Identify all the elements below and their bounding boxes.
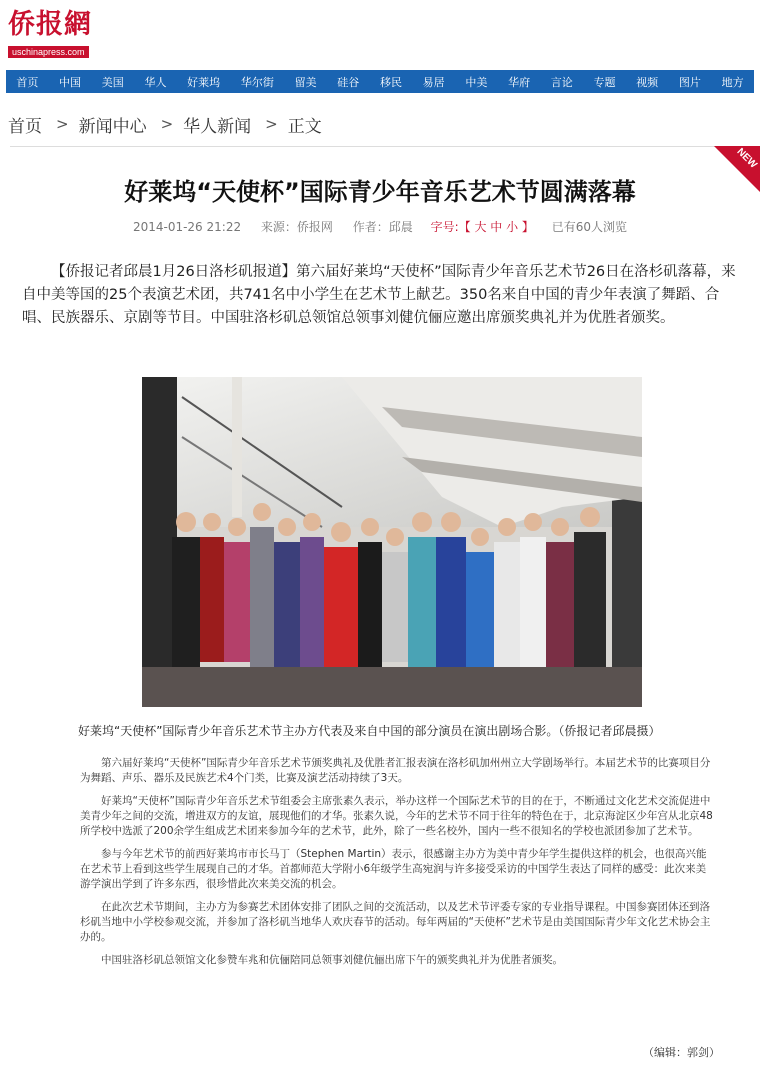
article-meta [0,218,760,235]
view-count: 已有60人浏览 [551,220,628,234]
article-paragraph: 参与今年艺术节的前西好莱坞市市长马丁（Stephen Martin）表示，很感谢主办方为美中青少年学生提供这样的机会，也很高兴能在艺术节上看到这些学生展现自己的才华。首都师范大学附小6年级学生高宛润与许多接受采访的中国学生表达了同样的感受：此次来美游学演出学到了许多东西，很珍惜此次来美交流的机会。 [80,848,707,890]
logo-url: uschinapress.com [8,46,89,58]
article-lead: 【侨报记者邱晨1月26日洛杉矶报道】第六届好莱坞“天使杯”国际青少年音乐艺术节26日在洛杉矶落幕，来自中美等国的25个表演艺术团，共741名中小学生在艺术节上献艺。350名来自中国的青少年表演了舞蹈、合唱、民族器乐、京剧等节目。中国驻洛杉矶总领馆总领事刘健伉俪应邀出席颁奖典礼并为优胜者颁奖。 [22,264,736,326]
article-paragraph: 在此次艺术节期间，主办方为参赛艺术团体安排了团队之间的交流活动，以及艺术节评委专家的专业指导课程。中国参赛团体还到洛杉矶当地中小学校参观交流，并参加了洛杉矶当地华人欢庆春节的活动。每年两届的“天使杯”艺术节是由美国国际青少年文化艺术协会主办的。 [80,901,711,943]
chevron-right-icon: > [265,115,278,133]
article-paragraph: 好莱坞“天使杯”国际青少年音乐艺术节组委会主席张素久表示，举办这样一个国际艺术节的目的在于，不断通过文化艺术交流促进中美青少年之间的交流，增进双方的友谊，展现他们的才华。张素久说，今年的艺术节不同于往年的特色在于，北京海淀区少年宫从北京48所学校中选派了200余学生组成艺术团来参加今年的艺术节，此外，除了一些名校外，国内一些不很知名的学校也派团参加了艺术节。 [80,795,713,837]
nav-item[interactable]: 华尔街 [240,75,274,89]
nav-item[interactable]: 移民 [379,75,402,89]
article-paragraph: 中国驻洛杉矶总领馆文化参赞车兆和伉俪陪同总领事刘健伉俪出席下午的颁奖典礼并为优胜者颁奖。 [101,954,563,966]
nav-item[interactable]: 美国 [101,75,124,89]
font-size-control[interactable]: 字号:【 大 中 小 】 [430,220,534,234]
nav-item[interactable]: 硅谷 [337,75,360,89]
nav-item[interactable]: 华人 [144,75,167,89]
photo-caption: 好莱坞“天使杯”国际青少年音乐艺术节主办方代表及来自中国的部分演员在演出剧场合影。（侨报记者邱晨摄） [78,724,661,738]
nav-item[interactable]: 华府 [508,75,531,89]
article-source: 来源：侨报网 [260,220,333,234]
breadcrumb [8,113,322,135]
nav-item[interactable]: 易居 [422,75,445,89]
article-paragraph: 第六届好莱坞“天使杯”国际青少年音乐艺术节颁奖典礼及优胜者汇报表演在洛杉矶加州州立大学剧场举行。本届艺术节的比赛项目分为舞蹈、声乐、器乐及民族艺术4个门类，比赛及演艺活动持续了3天。 [80,757,711,784]
group-photo-illustration [142,377,642,707]
article-title: 好莱坞“天使杯”国际青少年音乐艺术节圆满落幕 [124,178,636,206]
logo-text: 侨报網 [8,9,92,40]
article-body [80,756,716,976]
breadcrumb-chinese-news[interactable]: 华人新闻 [183,116,252,137]
chevron-right-icon: > [56,115,69,133]
nav-item[interactable]: 首页 [16,75,39,89]
nav-item[interactable]: 视频 [636,75,659,89]
breadcrumb-home[interactable]: 首页 [8,116,42,137]
breadcrumb-news-center[interactable]: 新闻中心 [78,116,147,137]
nav-item[interactable]: 好莱坞 [187,75,221,89]
nav-item[interactable]: 地方 [721,75,744,89]
article-date: 2014-01-26 21:22 [132,220,242,234]
article-photo [142,377,642,707]
breadcrumb-current: 正文 [287,116,322,137]
main-nav [6,70,754,93]
editor-credit: （编辑：郭剑） [643,1046,720,1059]
nav-item[interactable]: 图片 [678,75,701,89]
site-logo[interactable] [8,10,108,62]
nav-item[interactable]: 留美 [294,75,317,89]
new-badge: NEW [734,146,759,171]
nav-item[interactable]: 言论 [550,75,573,89]
nav-item[interactable]: 专题 [593,75,616,89]
chevron-right-icon: > [160,115,174,133]
nav-item[interactable]: 中国 [59,75,82,89]
nav-item[interactable]: 中美 [465,75,488,89]
article-author: 作者：邱晨 [352,220,413,234]
